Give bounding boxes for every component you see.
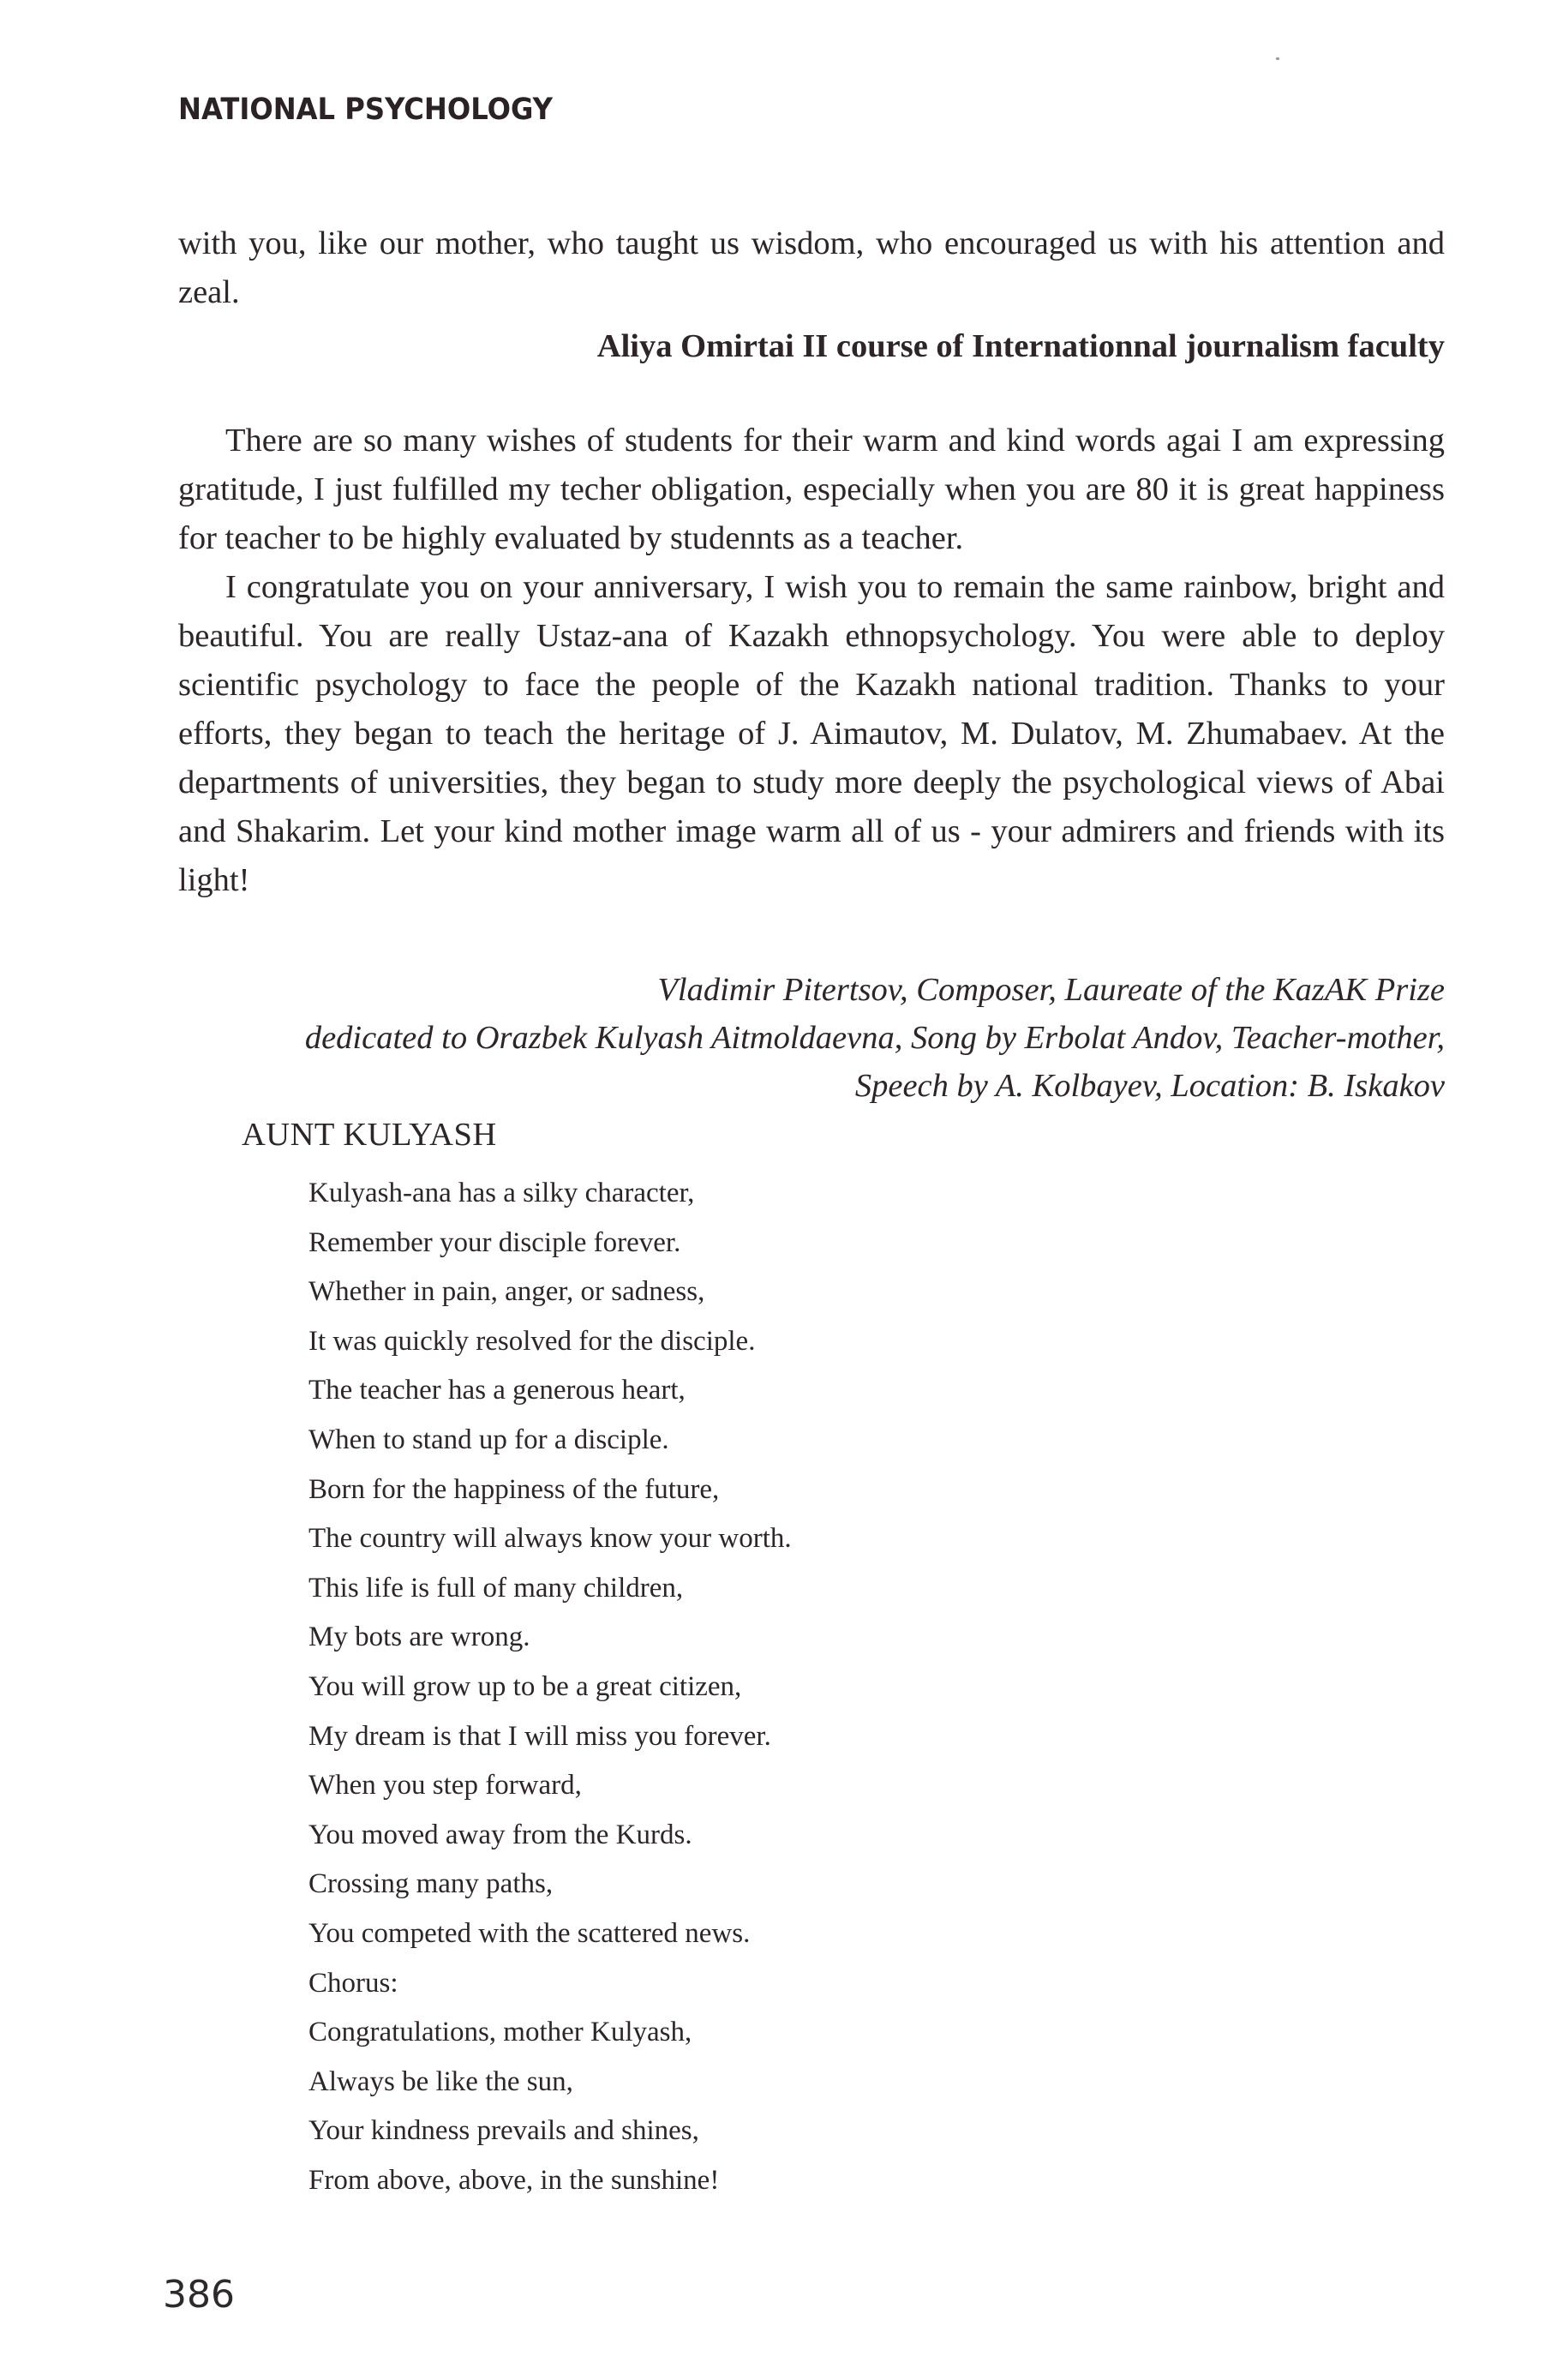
letter-body [178, 417, 1445, 905]
poem-line: When to stand up for a disciple. [308, 1424, 669, 1455]
poem-line: Always be like the sun, [308, 2065, 573, 2097]
poem-lines [308, 1169, 792, 2205]
poem-line: From above, above, in the sunshine! [308, 2164, 720, 2196]
poem-line: My bots are wrong. [308, 1622, 530, 1653]
poem-line: This life is full of many children, [308, 1572, 684, 1604]
dedication-line: dedicated to Orazbek Kulyash Aitmoldaevna, Song by Erbolat Andov, Teacher-mother, [304, 1020, 1445, 1056]
signature-aliya-omirtai: Aliya Omirtai II course of Internationnal journalism faculty [596, 328, 1445, 364]
poem-title: AUNT KULYASH [242, 1117, 497, 1153]
poem-line: Congratulations, mother Kulyash, [308, 2017, 692, 2048]
poem-line: The country will always know your worth. [308, 1523, 792, 1555]
poem-line: Crossing many paths, [308, 1868, 554, 1900]
poem-line: Chorus: [308, 1967, 398, 1999]
poem-line: Whether in pain, anger, or sadness, [308, 1276, 705, 1308]
poem-line: The teacher has a generous heart, [308, 1375, 686, 1406]
poem-line: You competed with the scattered news. [308, 1917, 751, 1949]
poem-line: You moved away from the Kurds. [308, 1819, 692, 1850]
dedication-line: Speech by A. Kolbayev, Location: B. Iskakov [854, 1068, 1445, 1104]
page-number: 386 [163, 2273, 235, 2317]
poem-line: Kulyash-ana has a silky character, [308, 1178, 695, 1208]
poem-line: Born for the happiness of the future, [308, 1473, 720, 1505]
paragraph: There are so many wishes of students for their warm and kind words agai I am expressing gratitude, I just fulfilled my techer obligation, especially when you are 80 it is great happiness for teacher to be highly evaluated by studennts as a teacher. [178, 423, 1445, 556]
dedication-credits [159, 966, 1445, 1110]
poem-line: Remember your disciple forever. [308, 1226, 681, 1258]
running-head: NATIONAL PSYCHOLOGY [178, 93, 553, 127]
poem-line: Your kindness prevails and shines, [308, 2115, 699, 2147]
scan-artifact [1276, 57, 1279, 60]
poem-line: My dream is that I will miss you forever. [308, 1720, 771, 1752]
paragraph: I congratulate you on your anniversary, I wish you to remain the same rainbow, bright and beautiful. You are really Ustaz-ana of Kazakh ethnopsychology. You were able to deploy scientific psychology to face the people of the Kazakh national tradition. Thanks to your efforts, they began to teach the heritage of J. Aimautov, M. Dulatov, M. Zhumabaev. At the departments of universities, they began to study more deeply the psychological views of Abai and Shakarim. Let your kind mother image warm all of us - your admirers and friends with its light! [178, 569, 1445, 898]
continued-paragraph: with you, like our mother, who taught us wisdom, who encouraged us with his attention and zeal. [178, 225, 1445, 310]
poem-line: When you step forward, [308, 1770, 582, 1801]
dedication-line: Vladimir Pitertsov, Composer, Laureate of the KazAK Prize [657, 972, 1445, 1008]
poem-line: You will grow up to be a great citizen, [308, 1670, 742, 1702]
poem-line: It was quickly resolved for the disciple. [308, 1325, 756, 1357]
continued-paragraph-block [178, 219, 1445, 317]
